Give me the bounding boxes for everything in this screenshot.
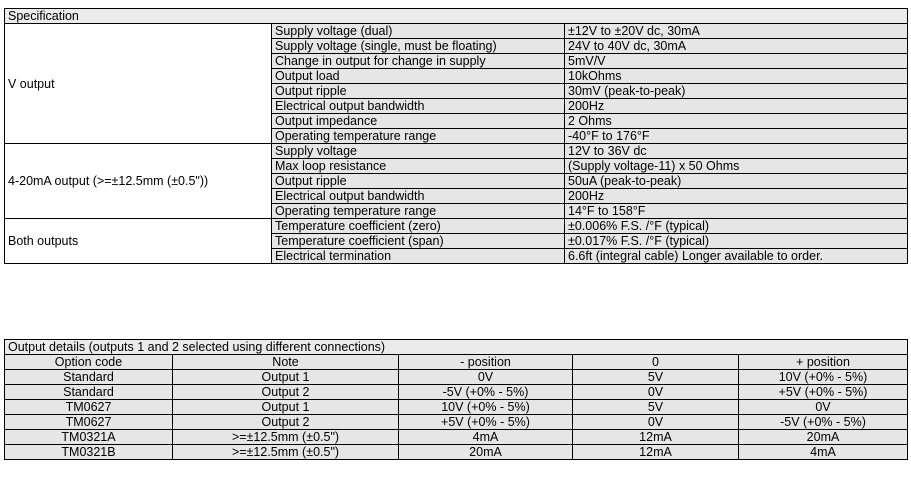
- column-header: Note: [173, 355, 399, 370]
- spec-row: [5, 144, 908, 159]
- spec-value: ±0.017% F.S. /°F (typical): [565, 234, 908, 249]
- spec-value: 200Hz: [565, 189, 908, 204]
- table-cell: 5V: [573, 370, 739, 385]
- output-details-header-row: [5, 340, 908, 355]
- spec-parameter: Output ripple: [272, 174, 565, 189]
- table-row: [5, 370, 908, 385]
- table-row: [5, 430, 908, 445]
- table-cell: 12mA: [573, 430, 739, 445]
- table-cell: 12mA: [573, 445, 739, 460]
- output-details-table: [4, 339, 908, 460]
- spec-value: 12V to 36V dc: [565, 144, 908, 159]
- table-cell: >=±12.5mm (±0.5"): [173, 430, 399, 445]
- spec-value: ±0.006% F.S. /°F (typical): [565, 219, 908, 234]
- table-cell: 20mA: [739, 430, 908, 445]
- table-cell: 4mA: [399, 430, 573, 445]
- table-cell: TM0321B: [5, 445, 173, 460]
- specification-table: [4, 8, 908, 264]
- spec-value: 2 Ohms: [565, 114, 908, 129]
- spec-value: 10kOhms: [565, 69, 908, 84]
- table-cell: TM0627: [5, 415, 173, 430]
- spec-value: 200Hz: [565, 99, 908, 114]
- spec-parameter: Operating temperature range: [272, 129, 565, 144]
- table-cell: +5V (+0% - 5%): [739, 385, 908, 400]
- spec-value: 50uA (peak-to-peak): [565, 174, 908, 189]
- spec-parameter: Change in output for change in supply: [272, 54, 565, 69]
- table-cell: 0V: [573, 385, 739, 400]
- spec-value: 30mV (peak-to-peak): [565, 84, 908, 99]
- spec-parameter: Temperature coefficient (zero): [272, 219, 565, 234]
- spec-group-name: 4-20mA output (>=±12.5mm (±0.5")): [5, 144, 272, 219]
- spec-value: 24V to 40V dc, 30mA: [565, 39, 908, 54]
- table-cell: 0V: [739, 400, 908, 415]
- table-cell: Output 2: [173, 415, 399, 430]
- column-header: + position: [739, 355, 908, 370]
- table-cell: 0V: [573, 415, 739, 430]
- column-header: Option code: [5, 355, 173, 370]
- table-cell: 20mA: [399, 445, 573, 460]
- table-cell: Output 1: [173, 370, 399, 385]
- spec-parameter: Supply voltage (single, must be floating): [272, 39, 565, 54]
- spec-parameter: Supply voltage: [272, 144, 565, 159]
- table-row: [5, 445, 908, 460]
- spec-parameter: Output ripple: [272, 84, 565, 99]
- table-cell: Output 1: [173, 400, 399, 415]
- table-cell: TM0627: [5, 400, 173, 415]
- table-cell: Standard: [5, 370, 173, 385]
- table-cell: 4mA: [739, 445, 908, 460]
- spec-parameter: Electrical termination: [272, 249, 565, 264]
- spec-parameter: Temperature coefficient (span): [272, 234, 565, 249]
- table-cell: 5V: [573, 400, 739, 415]
- spec-header-row: [5, 9, 908, 24]
- spec-row: [5, 24, 908, 39]
- spec-row: [5, 219, 908, 234]
- spec-value: ±12V to ±20V dc, 30mA: [565, 24, 908, 39]
- table-cell: >=±12.5mm (±0.5"): [173, 445, 399, 460]
- spec-parameter: Electrical output bandwidth: [272, 99, 565, 114]
- spec-parameter: Supply voltage (dual): [272, 24, 565, 39]
- spec-parameter: Output impedance: [272, 114, 565, 129]
- spec-value: -40°F to 176°F: [565, 129, 908, 144]
- table-cell: 10V (+0% - 5%): [739, 370, 908, 385]
- spec-parameter: Electrical output bandwidth: [272, 189, 565, 204]
- column-header: 0: [573, 355, 739, 370]
- table-cell: +5V (+0% - 5%): [399, 415, 573, 430]
- table-cell: Output 2: [173, 385, 399, 400]
- spec-value: (Supply voltage-11) x 50 Ohms: [565, 159, 908, 174]
- table-cell: Standard: [5, 385, 173, 400]
- column-header-row: [5, 355, 908, 370]
- spec-parameter: Max loop resistance: [272, 159, 565, 174]
- table-cell: 0V: [399, 370, 573, 385]
- table-row: [5, 400, 908, 415]
- spec-title: Specification: [5, 9, 908, 24]
- spec-value: 6.6ft (integral cable) Longer available to order.: [565, 249, 908, 264]
- table-row: [5, 415, 908, 430]
- spec-parameter: Output load: [272, 69, 565, 84]
- spec-value: 14°F to 158°F: [565, 204, 908, 219]
- column-header: - position: [399, 355, 573, 370]
- table-row: [5, 385, 908, 400]
- spec-value: 5mV/V: [565, 54, 908, 69]
- spec-group-name: V output: [5, 24, 272, 144]
- table-cell: -5V (+0% - 5%): [399, 385, 573, 400]
- table-cell: TM0321A: [5, 430, 173, 445]
- spec-parameter: Operating temperature range: [272, 204, 565, 219]
- spec-group-name: Both outputs: [5, 219, 272, 264]
- output-details-title: Output details (outputs 1 and 2 selected using different connections): [5, 340, 908, 355]
- table-cell: -5V (+0% - 5%): [739, 415, 908, 430]
- table-cell: 10V (+0% - 5%): [399, 400, 573, 415]
